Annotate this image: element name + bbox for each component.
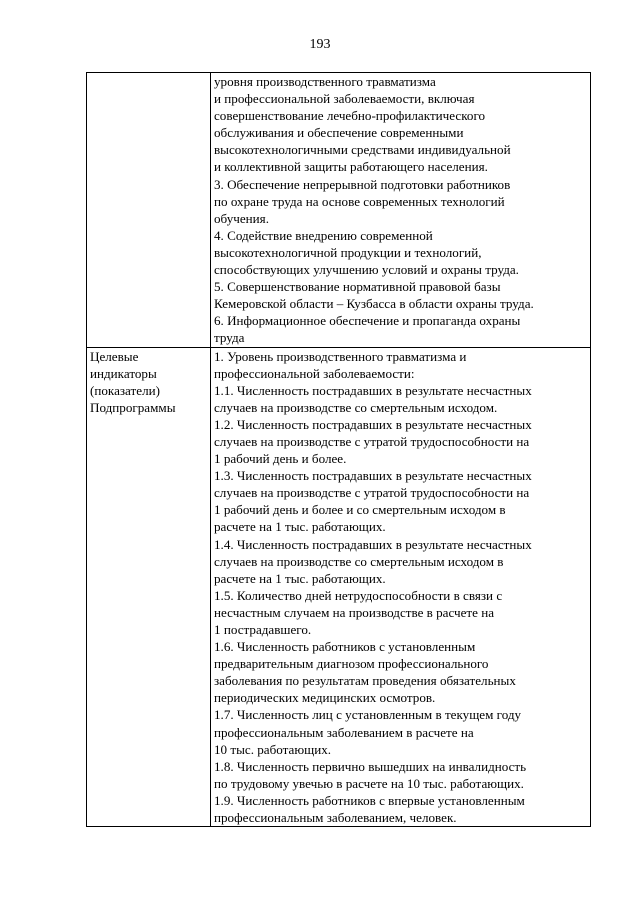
text-line: расчете на 1 тыс. работающих. — [214, 570, 386, 586]
text-line: 1.6. Численность работников с установленным — [214, 639, 476, 655]
text-line: 1 рабочий день и более. — [214, 451, 347, 467]
text-line: 1.8. Численность первично вышедших на инвалидность — [214, 758, 527, 774]
row-label-line: (показатели) — [90, 382, 160, 398]
text-line: предварительным диагнозом профессионального — [214, 656, 489, 672]
text-line: 1 рабочий день и более и со смертельным исходом в — [214, 502, 506, 518]
row-label-line: Целевые — [90, 348, 139, 364]
text-line: периодических медицинских осмотров. — [214, 690, 436, 706]
text-line: 10 тыс. работающих. — [214, 741, 332, 757]
text-line: по трудовому увечью в расчете на 10 тыс. работающих. — [214, 775, 524, 791]
table-row — [87, 73, 591, 348]
row-content-cell — [211, 347, 591, 827]
text-line: высокотехнологичными средствами индивидуальной — [214, 142, 511, 158]
text-line: 1.3. Численность пострадавших в результате несчастных — [214, 468, 532, 484]
text-line: труда — [214, 330, 245, 346]
text-line: по охране труда на основе современных технологий — [214, 193, 505, 209]
text-line: 1.1. Численность пострадавших в результате несчастных — [214, 382, 532, 398]
text-line: 4. Содействие внедрению современной — [214, 227, 433, 243]
text-line: 1.5. Количество дней нетрудоспособности в связи с — [214, 587, 503, 603]
text-line: случаев на производстве с утратой трудоспособности на — [214, 433, 530, 449]
text-line: профессиональным заболеванием, человек. — [214, 810, 457, 826]
text-line: и коллективной защиты работающего населения. — [214, 159, 488, 175]
text-line: 1.4. Численность пострадавших в результате несчастных — [214, 536, 532, 552]
text-line: 3. Обеспечение непрерывной подготовки работников — [214, 176, 511, 192]
text-line: профессиональным заболеванием в расчете на — [214, 724, 474, 740]
text-line: 1.9. Численность работников с впервые установленным — [214, 792, 525, 808]
text-line: совершенствование лечебно-профилактического — [214, 108, 486, 124]
text-line: 6. Информационное обеспечение и пропаганда охраны — [214, 313, 521, 329]
row-label-line: Подпрограммы — [90, 399, 176, 415]
text-line: расчете на 1 тыс. работающих. — [214, 519, 386, 535]
row-label-cell — [87, 347, 211, 827]
text-line: высокотехнологичной продукции и технологий, — [214, 244, 482, 260]
text-line: обучения. — [214, 210, 269, 226]
text-line: 1 пострадавшего. — [214, 622, 312, 637]
text-line: и профессиональной заболеваемости, включая — [214, 91, 475, 107]
text-line: случаев на производстве со смертельным исходом в — [214, 553, 504, 569]
text-line: способствующих улучшению условий и охраны труда. — [214, 262, 519, 278]
row-label-cell — [87, 73, 211, 348]
text-line: случаев на производстве со смертельным исходом. — [214, 399, 498, 415]
text-line: несчастным случаем на производстве в расчете на — [214, 604, 495, 620]
text-line: обслуживания и обеспечение современными — [214, 125, 464, 141]
text-line: заболевания по результатам проведения обязательных — [214, 673, 516, 689]
table-row — [87, 347, 591, 827]
text-line: профессиональной заболеваемости: — [214, 365, 415, 381]
text-line: 5. Совершенствование нормативной правовой базы — [214, 279, 501, 295]
row-content-cell — [211, 73, 591, 348]
program-passport-table — [86, 72, 591, 827]
text-line: 1.7. Численность лиц с установленным в текущем году — [214, 707, 522, 723]
text-line: Кемеровской области – Кузбасса в области охраны труда. — [214, 296, 534, 312]
row-label-line: индикаторы — [90, 365, 157, 381]
text-line: случаев на производстве с утратой трудоспособности на — [214, 485, 530, 501]
text-line: 1.2. Численность пострадавших в результате несчастных — [214, 416, 532, 432]
text-line: 1. Уровень производственного травматизма и — [214, 348, 467, 364]
text-line: уровня производственного травматизма — [214, 74, 436, 89]
page-number: 193 — [309, 37, 331, 52]
